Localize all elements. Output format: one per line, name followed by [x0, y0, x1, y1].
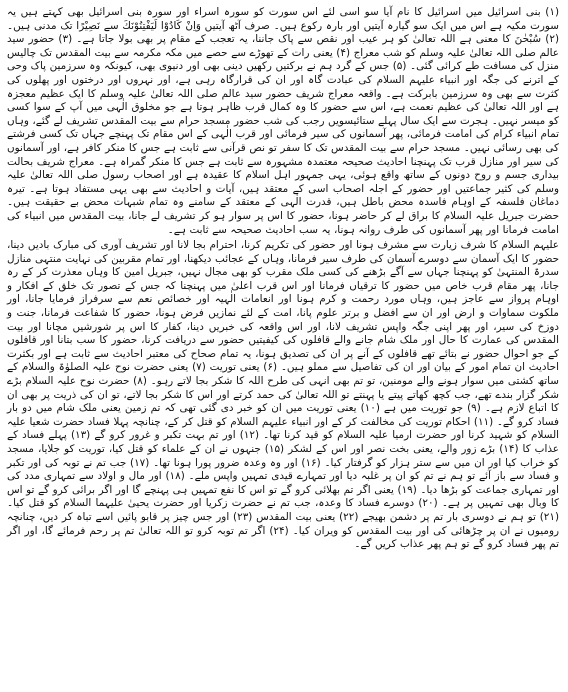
paragraph-2: علیہم السلام کا شرف زیارت سے مشرف ہونا اور حضور کی تکریم کرنا، احترام بجا لانا اور تشریف آوری کی مبارک بادیں دینا، حضور کا ایک آسمان سے دوسرے آسمان کی طرف سیر فرمانا، وہاں کے عجائب دیکھنا، اور تمام مقربین کی نہایت منتہی منازل سدرۃ المنتہیٰ کو پہنچنا جہاں سے آگے بڑھنے کی کسی ملک مقرب کو بھی مجال نہیں، جبریل امین کا وہاں معذرت کر کے رہ جانا، پھر مقام قرب خاص میں حضور کا ترقیاں فرمانا اور اس قرب اعلیٰ میں پہنچنا کہ جس کے تصور تک خلق کے افکار و اوہام پرواز سے عاجز ہیں، وہاں مورد رحمت و کرم ہونا اور انعامات الٰہیہ اور خصائص نعم سے سرفراز فرمایا جانا، اور ملکوت سماوات و ارض اور ان سے افضل و برتر علوم پانا، امت کے لئے نمازیں فرض ہونا، حضور کا شفاعت فرمانا، جنت و دوزخ کی سیر، اور پھر اپنی جگہ واپس تشریف لانا، اور اس واقعہ کی خبریں دینا، کفار کا اس پر شورشیں مچانا اور بیت المقدس کی عمارت کا حال اور ملک شام جانے والے قافلوں کی کیفیتیں حضور سے دریافت کرنا، حضور کا سب بتانا اور قافلوں کے جو احوال حضور نے بتائے تھے قافلوں کے آنے پر ان کی تصدیق ہونا، یہ تمام صحاح کی معتبر احادیث سے ثابت ہے اور بکثرت احادیث ان تمام امور کے بیان اور ان کی تفاصیل سے مملو ہیں۔ (۶) یعنی توریت (۷) یعنی حضرت نوح علیہ الصلوٰۃ والسلام کے ساتھ کشتی میں سوار ہونے والے مومنین، تو تم بھی انہی کی طرح اللہ کا شکر بجا لاتے رہو۔ (۸) حضرت نوح علیہ السلام بڑے شکر گزار بندے تھے، جب کچھ کھاتے پیتے یا پہنتے تو اللہ تعالیٰ کی حمد کرتے اور اس کا شکر بجا لاتے، تو ان کی ذریت پر بھی ان کا اتباع لازم ہے۔ (۹) جو توریت میں ہے (۱۰) یعنی توریت میں ان کو خبر دی گئی تھی کہ تم زمین یعنی ملک شام میں دو بار فساد کرو گے۔ (۱۱) احکام توریت کی مخالفت کر کے اور انبیاء علیہم السلام کو قتل کر کے، چنانچہ پہلا فساد حضرت شعیا علیہ السلام کو شہید کرنا اور حضرت ارمیا علیہ السلام کو قید کرنا تھا۔ (۱۲) اور تم بہت تکبر و غرور کرو گے (۱۳) پہلے فساد کے عذاب کا (۱۴) بڑے زور والے، یعنی بخت نصر اور اس کے لشکر (۱۵) جنہوں نے ان کے علماء کو قتل کیا، توریت کو جلایا، مسجد کو خراب کیا اور ان میں سے ستر ہزار کو گرفتار کیا۔ (۱۶) اور وہ وعدہ ضرور پورا ہونا تھا۔ (۱۷) جب تم نے توبہ کی اور تکبر و فساد سے باز آئے تو ہم نے تم کو ان پر غلبہ دیا اور تمہارے قیدی تمہیں واپس ملے۔ (۱۸) اور مال و اولاد سے تمہاری مدد کی اور تمہاری جماعت کو بڑھا دیا۔ (۱۹) یعنی اگر تم بھلائی کرو گے تو اس کا نفع تمہیں ہی پہنچے گا اور اگر برائی کرو گے تو اس کا وبال بھی تمہیں پر ہے۔ (۲۰) دوسرے فساد کا وعدہ، جب تم نے حضرت زکریا اور حضرت یحییٰ علیہما السلام کو قتل کیا۔ (۲۱) تو ہم نے دوسری بار تم پر دشمن بھیجے (۲۲) یعنی بیت المقدس (۲۳) اور جس چیز پر قابو پائیں اسے تباہ کر دیں، چنانچہ رومیوں نے ان پر چڑھائی کی اور بیت المقدس کو ویران کیا۔ (۲۴) اگر تم توبہ کرو تو اللہ تعالیٰ تم پر رحم فرمائے گا، اور اگر تم پھر فساد کرو گے تو ہم پھر عذاب کریں گے۔: [7, 239, 560, 551]
paragraph-1: (۱) بنی اسرائیل میں اسرائیل کا نام آیا سو اسی لئے اس سورت کو سورہ اسراء اور سورہ بنی اسرائیل بھی کہتے ہیں یہ سورت مکیہ ہے اس میں ایک سو گیارہ آیتیں اور بارہ رکوع ہیں۔ صرف آٹھ آیتیں وَاِنْ كَادُوْا لَيَفْتِنُوْنَكَ سے نَصِيْرًا تک مدنی ہیں۔ (۲) سُبْحٰنَ کا معنی ہے اللہ تعالیٰ کو ہر عیب اور نقص سے پاک جاننا، یہ تعجب کے مقام پر بھی بولا جاتا ہے۔ (۳) حضور سید عالم صلی اللہ تعالیٰ علیہ وسلم کو شب معراج (۴) یعنی رات کے تھوڑے سے حصے میں مکہ مکرمہ سے بیت المقدس تک چالیس منزل کی مسافت طے کرائی گئی۔ (۵) جس کے گرد ہم نے برکتیں رکھیں دینی بھی اور دنیوی بھی، کیونکہ وہ سرزمین پاک وحی کے اترنے کی جگہ اور انبیاء علیہم السلام کی عبادت گاہ اور ان کی قرارگاہ رہی ہے، اور نہروں اور درختوں اور پھلوں کی کثرت سے بھی وہ سرزمین بابرکت ہے۔ واقعہ معراج شریف حضور سید عالم صلی اللہ تعالیٰ علیہ وسلم کا ایک عظیم معجزہ ہے اور اللہ تعالیٰ کی عظیم نعمت ہے، اس سے حضور کا وہ کمال قرب ظاہر ہوتا ہے جو مخلوق الٰہی میں آپ کے سوا کسی کو میسر نہیں۔ ہجرت سے ایک سال پہلے ستائیسویں رجب کی شب حضور مسجد حرام سے بیت المقدس تشریف لے گئے، وہاں تمام انبیاء کرام کی امامت فرمائی، پھر آسمانوں کی سیر فرمائی اور قرب الٰہی کے اس مقام تک پہنچے جہاں تک کسی فرشتے کی بھی رسائی نہیں۔ مسجد حرام سے بیت المقدس تک کا سفر تو نص قرآنی سے ثابت ہے جس کا منکر کافر ہے، اور آسمانوں کی سیر اور منازل قرب تک پہنچنا احادیث صحیحہ معتمدہ مشہورہ سے ثابت ہے جس کا منکر گمراہ ہے۔ معراج شریف بحالت بیداری جسم و روح دونوں کے ساتھ واقع ہوئی، یہی جمہور اہل اسلام کا عقیدہ ہے اور اصحاب رسول صلی اللہ تعالیٰ علیہ وسلم کی کثیر جماعتیں اور حضور کے اجلہ اصحاب اسی کے معتقد ہیں، آیات و احادیث سے بھی یہی مستفاد ہوتا ہے۔ تیرہ دماغان فلسفہ کے اوہام فاسدہ محض باطل ہیں، قدرت الٰہی کے معتقد کے سامنے وہ تمام شبہات محض بے حقیقت ہیں۔ حضرت جبریل علیہ السلام کا براق لے کر حاضر ہونا، حضور کا اس پر سوار ہو کر تشریف لے جانا، بیت المقدس میں انبیاء کی امامت فرمانا اور پھر آسمانوں کی طرف روانہ ہونا، یہ سب احادیث صحیحہ سے ثابت ہے۔: [7, 6, 560, 236]
